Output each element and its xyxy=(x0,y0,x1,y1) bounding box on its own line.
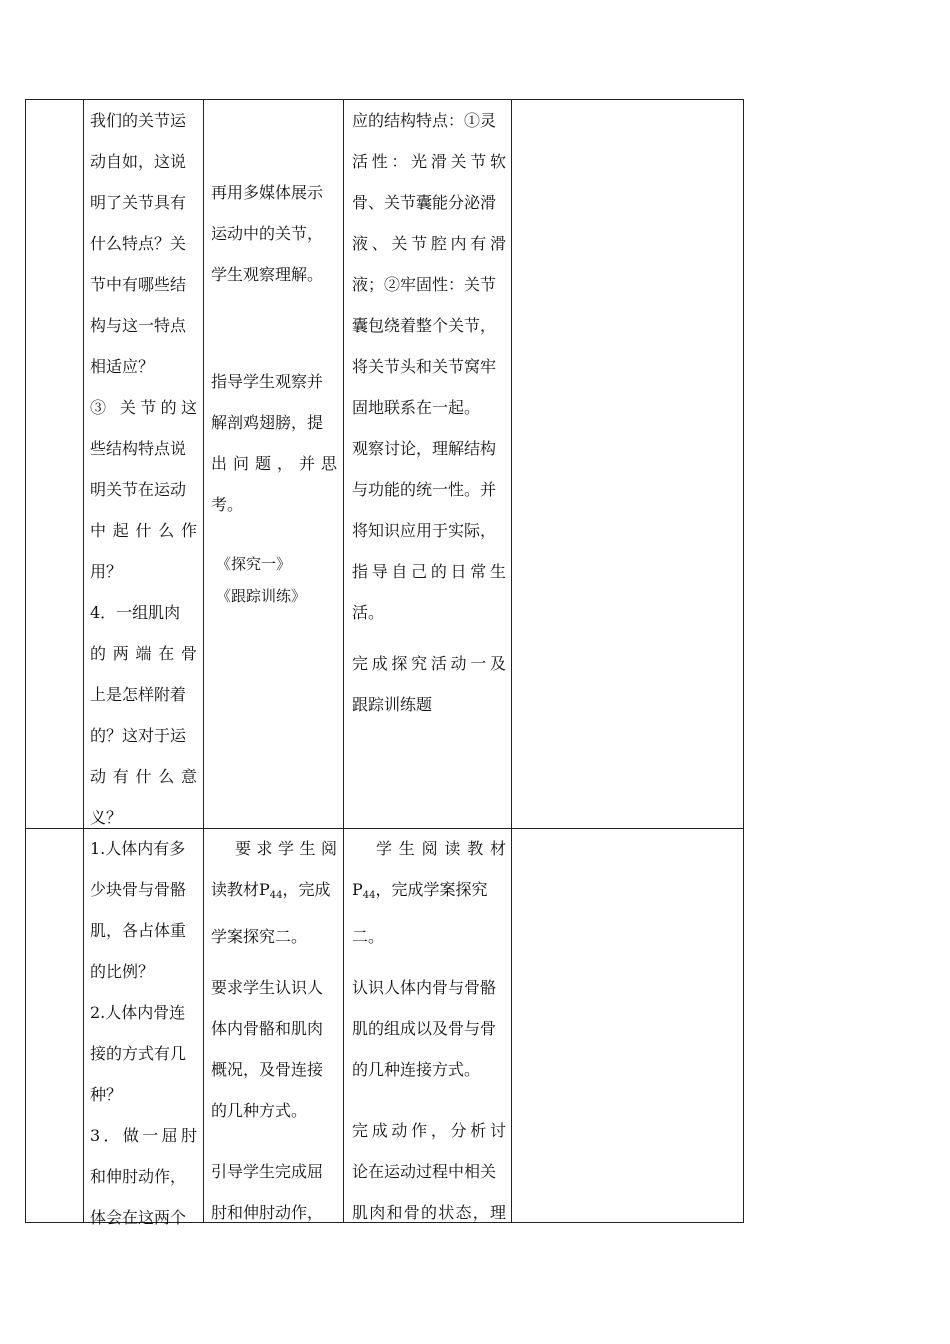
text-line: 些结构特点说 xyxy=(90,439,187,458)
text-line: 指导自己的日常生 xyxy=(352,562,506,581)
text-line: 2.人体内骨连 xyxy=(90,1003,186,1022)
text-line: 将关节头和关节窝牢 xyxy=(352,357,497,376)
text-line: 体内骨骼和肌肉 xyxy=(211,1019,324,1038)
column-divider xyxy=(203,100,204,1222)
text-line: 学生阅读教材 xyxy=(376,839,506,858)
text-line: 肌肉和骨的状态，理 xyxy=(352,1203,506,1222)
column-divider xyxy=(511,100,512,1222)
text-line: 3．做一屈肘 xyxy=(90,1126,197,1145)
text-line: 肌，各占体重 xyxy=(90,921,187,940)
text-line: 4．一组肌肉 xyxy=(90,603,181,622)
text-line: 的？这对于运 xyxy=(90,726,187,745)
column-divider xyxy=(343,100,344,1222)
text-line: 和伸肘动作， xyxy=(90,1167,187,1186)
text-line: 液；②牢固性：关节 xyxy=(352,275,497,294)
text-line: 应的结构特点：①灵 xyxy=(352,111,497,130)
text-line: 动自如，这说 xyxy=(90,152,187,171)
text-line: 明了关节具有 xyxy=(90,193,187,212)
text-line: 认识人体内骨与骨骼 xyxy=(352,978,497,997)
text-line: 上是怎样附着 xyxy=(90,685,187,704)
text-fragment: P xyxy=(352,880,363,899)
text-line: 1.人体内有多 xyxy=(90,839,186,858)
row1-teacher-multimedia xyxy=(211,172,337,295)
text-line: 中起什么作 xyxy=(90,521,197,540)
text-line: 活性：光滑关节软 xyxy=(352,152,506,171)
column-divider xyxy=(83,100,84,1222)
text-line: 要求学生认识人 xyxy=(211,978,324,997)
text-line: 接的方式有几 xyxy=(90,1044,187,1063)
text-line: 少块骨与骨骼 xyxy=(90,880,187,899)
row1-student-activity xyxy=(352,100,506,633)
text-line: 学生观察理解。 xyxy=(211,265,324,284)
text-line: 什么特点？关 xyxy=(90,234,187,253)
text-line: 肘和伸肘动作， xyxy=(211,1203,324,1222)
text-line: 与功能的统一性。并 xyxy=(352,480,497,499)
text-line: 要求学生阅 xyxy=(235,839,337,858)
page-number: 44 xyxy=(362,890,376,901)
text-line: 论在运动过程中相关 xyxy=(352,1162,497,1181)
row2-teacher-motion xyxy=(211,1151,337,1233)
text-line: 种？ xyxy=(90,1085,123,1104)
text-line: 的两端在骨 xyxy=(90,644,197,663)
row1-teacher-guidance xyxy=(211,361,337,525)
text-line: 用？ xyxy=(90,562,123,581)
text-line: 完成探究活动一及 xyxy=(352,654,506,673)
text-line: 学案探究二。 xyxy=(211,927,308,946)
reference-inquiry-one: 《探究一》 xyxy=(216,555,292,573)
text-line: 将知识应用于实际， xyxy=(352,521,497,540)
row1-teacher-references xyxy=(216,548,336,612)
text-line: 液、关节腔内有滑 xyxy=(352,234,506,253)
text-line xyxy=(352,869,506,916)
text-line: 的几种连接方式。 xyxy=(352,1060,481,1079)
text-line: 概况，及骨连接 xyxy=(211,1060,324,1079)
text-line: 完成动作，分析讨 xyxy=(352,1121,506,1140)
text-fragment: 读教材P xyxy=(211,880,270,899)
text-line: 动有什么意 xyxy=(90,767,197,786)
text-line: 体会在这两个 xyxy=(90,1208,187,1227)
row2-student-recognition xyxy=(352,967,506,1090)
text-line: 跟踪训练题 xyxy=(352,695,433,714)
text-line: 义？ xyxy=(90,808,123,827)
text-line: 出问题，并思 xyxy=(211,454,337,473)
text-line: 固地联系在一起。 xyxy=(352,398,481,417)
text-line: 活。 xyxy=(352,603,385,622)
text-line: 观察讨论，理解结构 xyxy=(352,439,497,458)
text-line xyxy=(211,869,337,916)
row1-question-cell xyxy=(90,100,197,838)
text-fragment: ，完成 xyxy=(282,880,331,899)
row2-teacher-reading xyxy=(211,828,337,957)
row2-question-cell xyxy=(90,828,197,1238)
text-line: 解剖鸡翅膀，提 xyxy=(211,413,324,432)
text-line: 考。 xyxy=(211,495,244,514)
text-fragment: ，完成学案探究 xyxy=(375,880,488,899)
text-line: 我们的关节运 xyxy=(90,111,187,130)
text-line: 囊包绕着整个关节， xyxy=(352,316,497,335)
text-line: 肌的组成以及骨与骨 xyxy=(352,1019,497,1038)
text-line: 的比例？ xyxy=(90,962,155,981)
page-number: 44 xyxy=(269,890,283,901)
row2-teacher-skeleton xyxy=(211,967,337,1131)
lesson-plan-table xyxy=(25,99,744,1227)
text-line: 指导学生观察并 xyxy=(211,372,324,391)
row1-student-task xyxy=(352,643,506,725)
reference-tracking-exercise: 《跟踪训练》 xyxy=(216,587,307,605)
text-line: 构与这一特点 xyxy=(90,316,187,335)
text-line: 引导学生完成屈 xyxy=(211,1162,324,1181)
row2-student-reading xyxy=(352,828,506,957)
text-line: 明关节在运动 xyxy=(90,480,187,499)
text-line: 运动中的关节， xyxy=(211,224,324,243)
text-line: 再用多媒体展示 xyxy=(211,183,324,202)
text-line: 的几种方式。 xyxy=(211,1101,308,1120)
text-line: 相适应？ xyxy=(90,357,155,376)
text-line: ③ 关节的这 xyxy=(90,398,197,417)
text-line: 骨、关节囊能分泌滑 xyxy=(352,193,497,212)
text-line: 节中有哪些结 xyxy=(90,275,187,294)
text-line: 二。 xyxy=(352,927,385,946)
row2-student-motion xyxy=(352,1110,506,1233)
